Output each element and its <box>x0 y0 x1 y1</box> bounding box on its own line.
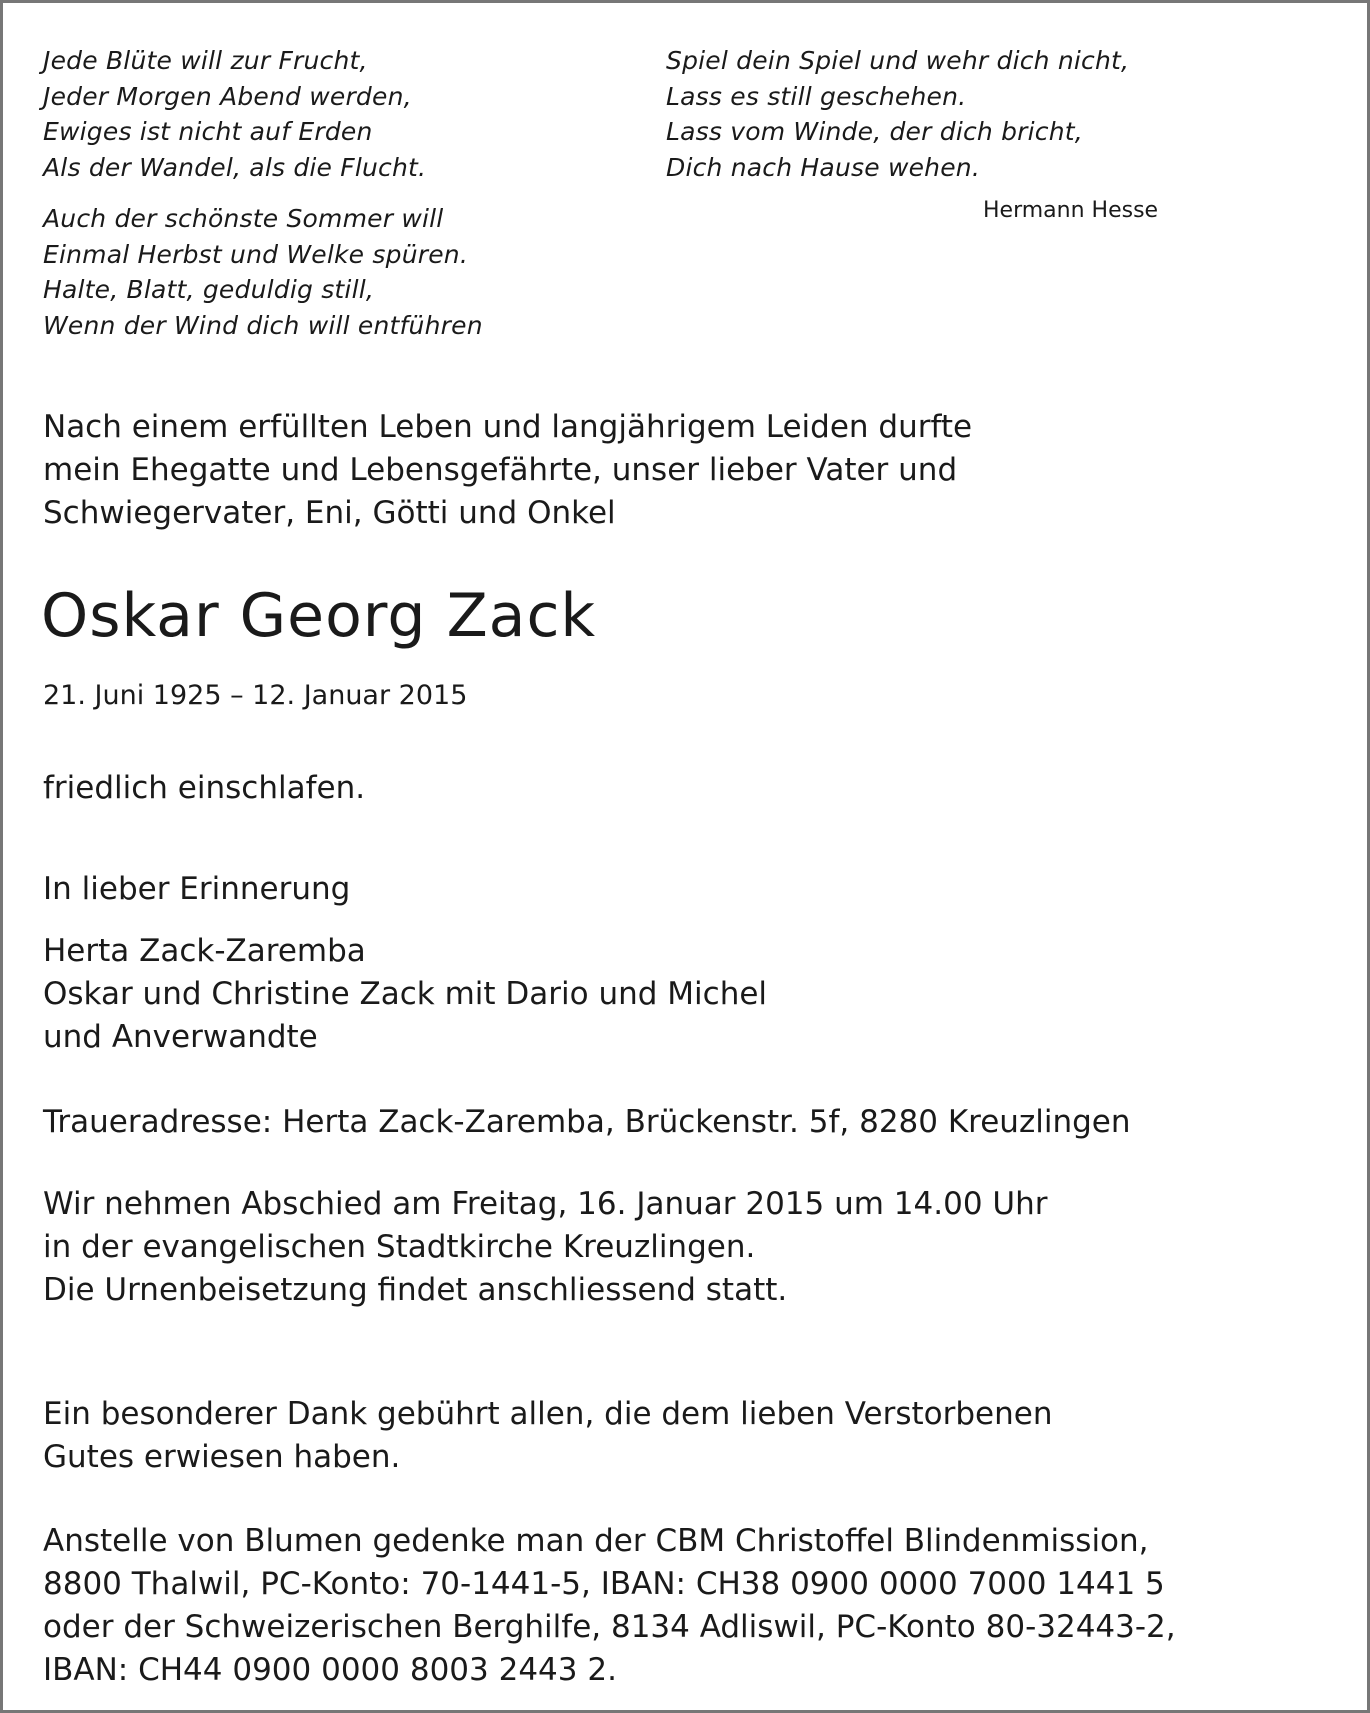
memory-heading: In lieber Erinnerung <box>43 871 351 907</box>
donation-note: Anstelle von Blumen gedenke man der CBM Christoffel Blindenmission, 8800 Thalwil, PC-Konto: 70-1441-5, IBAN: CH38 0900 0000 7000 1441 5 oder der Schweizerischen Berghilfe, 8134 Adliswil, PC-Konto 80-32443-2, IBAN: CH44 0900 0000 8003 2443 2. <box>43 1523 1176 1688</box>
mourners-list: Herta Zack-Zaremba Oskar und Christine Zack mit Dario und Michel und Anverwandte <box>43 933 768 1055</box>
poem-left-stanza-1: Jede Blüte will zur Frucht, Jeder Morgen Abend werden, Ewiges ist nicht auf Erden Als der Wandel, als die Flucht. <box>43 46 427 182</box>
thanks-note: Ein besonderer Dank gebührt allen, die dem lieben Verstorbenen Gutes erwiesen haben. <box>43 1396 1053 1475</box>
announcement-intro: Nach einem erfüllten Leben und langjährigem Leiden durfte mein Ehegatte und Lebensgefährte, unser lieber Vater und Schwiegervater, Eni, Götti und Onkel <box>43 409 973 531</box>
poem-left-stanza-2: Auch der schönste Sommer will Einmal Herbst und Welke spüren. Halte, Blatt, geduldig still, Wenn der Wind dich will entführen <box>43 204 483 340</box>
funeral-details: Wir nehmen Abschied am Freitag, 16. Januar 2015 um 14.00 Uhr in der evangelischen Stadtkirche Kreuzlingen. Die Urnenbeisetzung findet anschliessend statt. <box>43 1186 1048 1308</box>
announcement-closing: friedlich einschlafen. <box>43 770 366 806</box>
mourning-address: Traueradresse: Herta Zack-Zaremba, Brückenstr. 5f, 8280 Kreuzlingen <box>43 1104 1131 1140</box>
life-dates: 21. Juni 1925 – 12. Januar 2015 <box>43 680 468 711</box>
poem-right-stanza: Spiel dein Spiel und wehr dich nicht, Lass es still geschehen. Lass vom Winde, der dich bricht, Dich nach Hause wehen. <box>666 46 1130 182</box>
deceased-name: Oskar Georg Zack <box>41 581 597 651</box>
poem-author: Hermann Hesse <box>983 198 1159 223</box>
